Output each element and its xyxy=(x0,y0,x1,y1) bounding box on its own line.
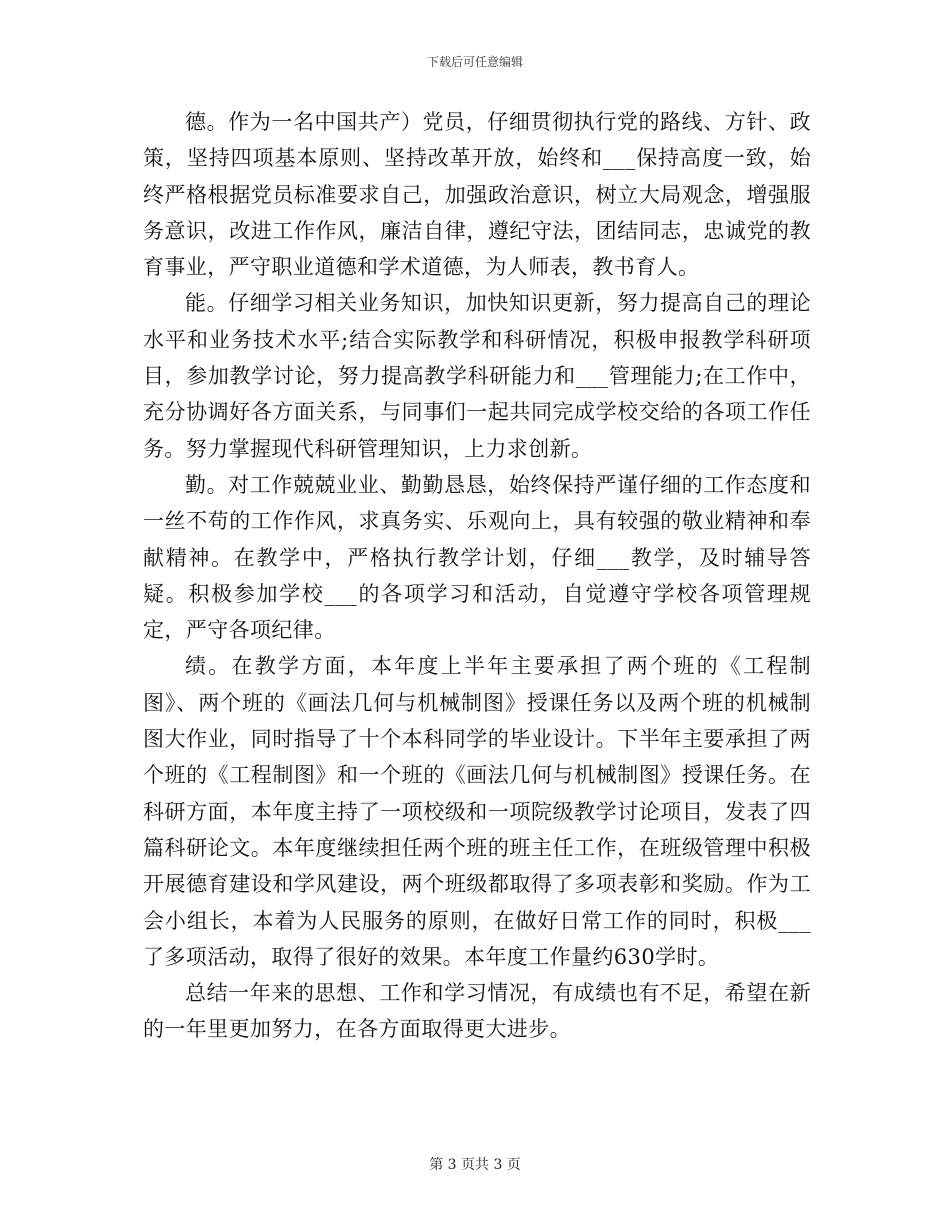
page-header: 下载后可任意编辑 xyxy=(426,55,523,69)
paragraph-summary: 总结一年来的思想、工作和学习情况，有成绩也有不足，希望在新的一年里更加努力，在各方面取得更大进步。 xyxy=(143,981,811,1042)
paragraph-ji: 绩。在教学方面，本年度上半年主要承担了两个班的《工程制图》、两个班的《画法几何与机械制图》授课任务以及两个班的机械制图大作业，同时指导了十个本科同学的毕业设计。下半年主要承担了两个班的《工程制图》和一个班的《画法几何与机械制图》授课任务。在科研方面，本年度主持了一项校级和一项院级教学讨论项目，发表了四篇科研论文。本年度继续担任两个班的班主任工作，在班级管理中积极开展德育建设和学风建设，两个班级都取得了多项表彰和奖励。作为工会小组长，本着为人民服务的原则，在做好日常工作的同时，积极___了多项活动，取得了很好的效果。本年度工作量约630学时。 xyxy=(143,654,811,969)
paragraph-qin: 勤。对工作兢兢业业、勤勤恳恳，始终保持严谨仔细的工作态度和一丝不苟的工作作风，求真务实、乐观向上，具有较强的敬业精神和奉献精神。在教学中，严格执行教学计划，仔细___教学，及时辅导答疑。积极参加学校___的各项学习和活动，自觉遵守学校各项管理规定，严守各项纪律。 xyxy=(143,472,811,643)
page-footer: 第 3 页共 3 页 xyxy=(429,1157,521,1173)
document-body xyxy=(143,104,811,1048)
paragraph-de: 德。作为一名中国共产）党员，仔细贯彻执行党的路线、方针、政策，坚持四项基本原则、坚持改革开放，始终和___保持高度一致，始终严格根据党员标准要求自己，加强政治意识，树立大局观念，增强服务意识，改进工作作风，廉洁自律，遵纪守法，团结同志，忠诚党的教育事业，严守职业道德和学术道德，为人师表，教书育人。 xyxy=(143,110,811,280)
paragraph-neng: 能。仔细学习相关业务知识，加快知识更新，努力提高自己的理论水平和业务技术水平;结合实际教学和科研情况，积极申报教学科研项目，参加教学讨论，努力提高教学科研能力和___管理能力;在工作中，充分协调好各方面关系，与同事们一起共同完成学校交给的各项工作任务。努力掌握现代科研管理知识，上力求创新。 xyxy=(143,291,811,461)
